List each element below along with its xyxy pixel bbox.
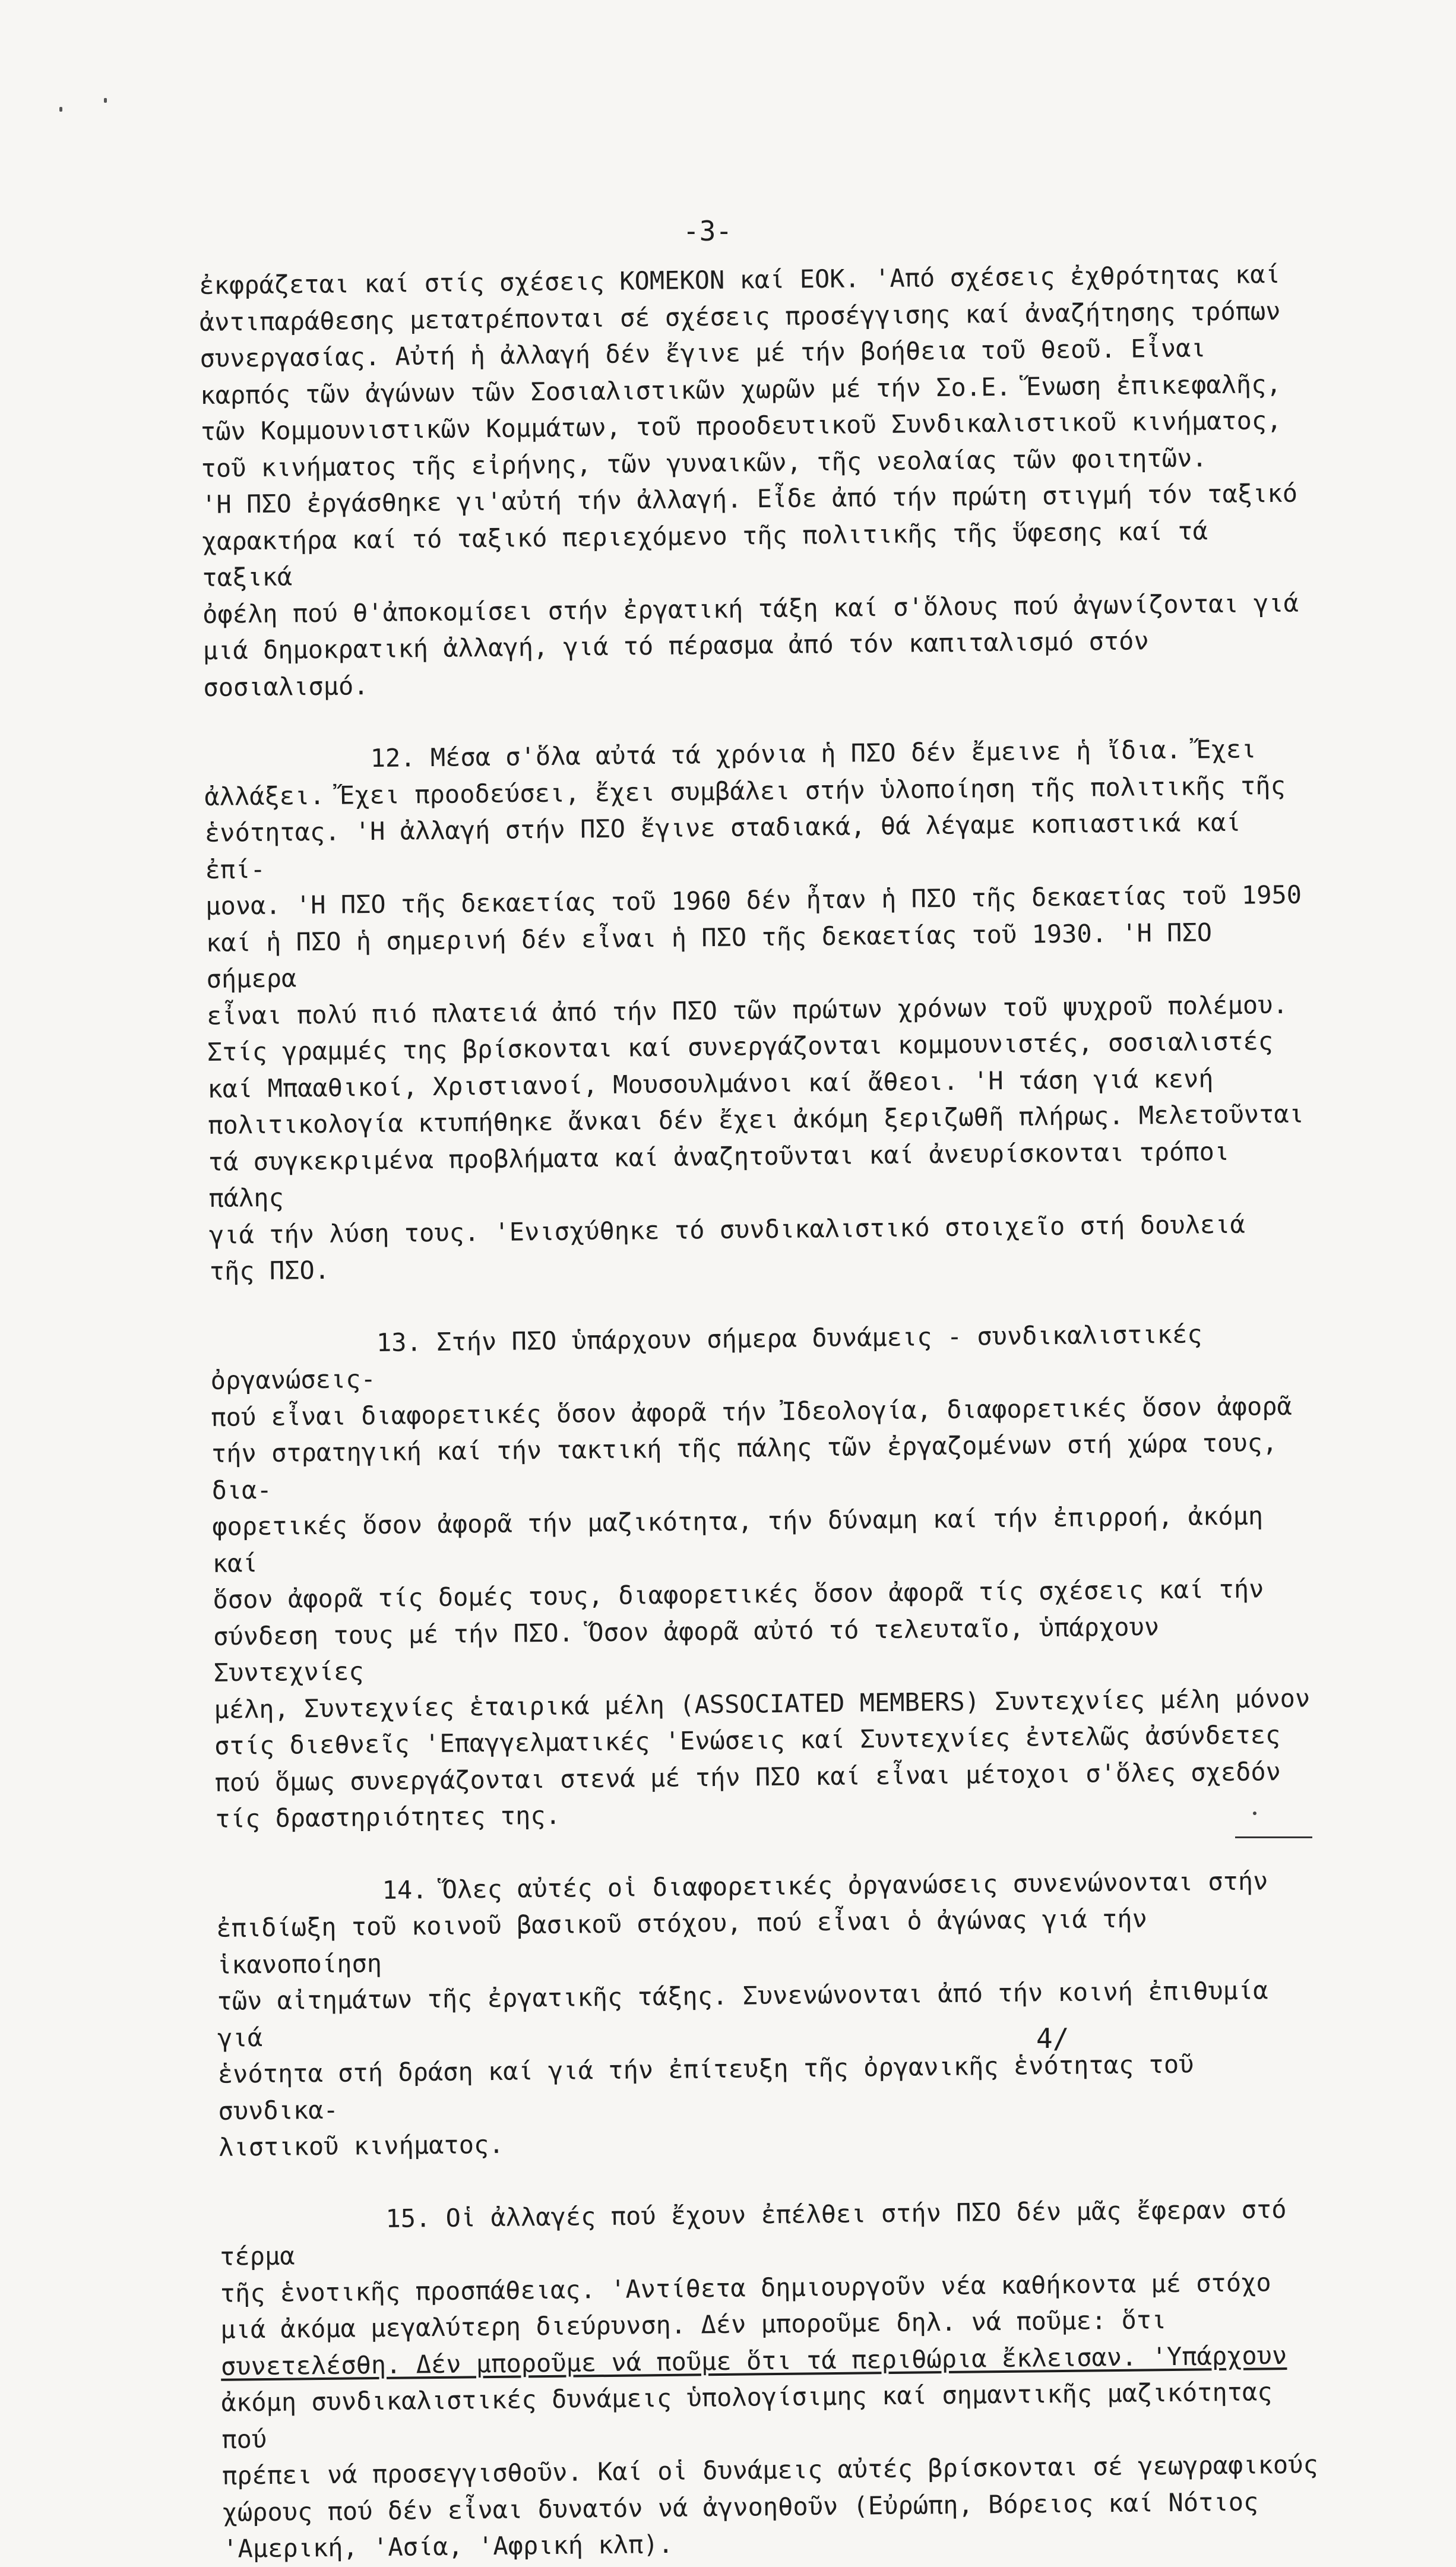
paragraph-12: 12. Μέσα σ'ὅλα αὐτά τά χρόνια ἡ ΠΣΟ δέν ἔμεινε ἡ ἴδια. Ἔχει ἀλλάξει. Ἔχει προοδεύσει, ἔχει συμβάλει στήν ὑλοποίηση τῆς πολιτικῆς τῆς ἑνότητας. 'Η ἀλλαγή στήν ΠΣΟ ἔγινε σταδιακά, θά λέγαμε κοπιαστικά καί ἐπί- μονα. 'Η ΠΣΟ τῆς δεκαετίας τοῦ 1960 δέν ἦταν ἡ ΠΣΟ τῆς δεκαετίας τοῦ 1950 καί ἡ ΠΣΟ ἡ σημερινή δέν εἶναι ἡ ΠΣΟ τῆς δεκαετίας τοῦ 1930. 'Η ΠΣΟ σήμερα εἶναι πολύ πιό πλατειά ἀπό τήν ΠΣΟ τῶν πρώτων χρόνων τοῦ ψυχροῦ πολέμου. Στίς γραμμές της βρίσκονται καί συνεργάζονται κομμουνιστές, σοσιαλιστές καί Μπααθικοί, Χριστιανοί, Μουσουλμάνοι καί ἄθεοι. 'Η τάση γιά κενή πολιτικολογία κτυπήθηκε ἄνκαι δέν ἔχει ἀκόμη ξεριζωθῆ πλήρως. Μελετοῦνται τά συγκεκριμένα προβλήματα καί ἀναζητοῦνται καί ἀνευρίσκονται τρόποι πάλης γιά τήν λύση τους. 'Ενισχύθηκε τό συνδικαλιστικό στοιχεῖο στή δουλειά τῆς ΠΣΟ. — [204, 734, 1305, 1286]
margin-dot — [1253, 1812, 1256, 1815]
margin-dash — [1235, 1836, 1312, 1838]
scan-speck — [104, 98, 107, 103]
paragraph-15: 15. Οἱ ἀλλαγές πού ἔχουν ἐπέλθει στήν ΠΣΟ δέν μᾶς ἔφεραν στό τέρμα τῆς ἑνοτικῆς προσπάθειας. 'Αντίθετα δημιουργοῦν νέα καθήκοντα μέ στόχο μιά ἀκόμα μεγαλύτερη διεύρυνση. Δέν μποροῦμε δηλ. νά ποῦμε: ὅτι συνετελέσθη. Δέν μποροῦμε νά ποῦμε ὅτι τά περιθώρια ἔκλεισαν. 'Υπάρχουν ἀκόμη συνδικαλιστικές δυνάμεις ὑπολογίσιμης καί σημαντικῆς μαζικότητας πού πρέπει νά προσεγγισθοῦν. Καί οἱ δυνάμεις αὐτές βρίσκονται σέ γεωγραφικούς χώρους πού δέν εἶναι δυνατόν νά ἀγνοηθοῦν (Εὐρώπη, Βόρειος καί Νότιος 'Αμερική, 'Ασία, 'Αφρική κλπ). — [219, 2194, 1318, 2563]
paragraph-13: 13. Στήν ΠΣΟ ὑπάρχουν σήμερα δυνάμεις - συνδικαλιστικές ὀργανώσεις- πού εἶναι διαφορετικές ὅσον ἀφορᾶ τήν Ἰδεολογία, διαφορετικές ὅσον ἀφορᾶ τήν στρατηγική καί τήν τακτική τῆς πάλης τῶν ἐργαζομένων στή χώρα τους, δια- φορετικές ὅσον ἀφορᾶ τήν μαζικότητα, τήν δύναμη καί τήν ἐπιρροή, ἀκόμη καί ὅσον ἀφορᾶ τίς δομές τους, διαφορετικές ὅσον ἀφορᾶ τίς σχέσεις καί τήν σύνδεση τους μέ τήν ΠΣΟ. Ὅσον ἀφορᾶ αὐτό τό τελευταῖο, ὑπάρχουν Συντεχνίες μέλη, Συντεχνίες ἑταιρικά μέλη (ASSOCIATED MEMBERS) Συντεχνίες μέλη μόνον στίς διεθνεῖς 'Επαγγελματικές 'Ενώσεις καί Συντεχνίες ἐντελῶς ἀσύνδετες πού ὅμως συνεργάζονται στενά μέ τήν ΠΣΟ καί εἶναι μέτοχοι σ'ὅλες σχεδόν τίς δραστηριότητες της. — [210, 1319, 1311, 1833]
page-number: -3- — [683, 215, 733, 247]
continuation-mark: 4/ — [1036, 2022, 1069, 2054]
scan-speck — [59, 107, 62, 112]
paragraph-14: 14. Ὅλες αὐτές οἱ διαφορετικές ὀργανώσεις συνενώνονται στήν ἐπιδίωξη τοῦ κοινοῦ βασικοῦ στόχου, πού εἶναι ὁ ἀγώνας γιά τήν ἱκανοποίηση τῶν αἰτημάτων τῆς ἐργατικῆς τάξης. Συνενώνονται ἀπό τήν κοινή ἐπιθυμία γιά ἑνότητα στή δράση καί γιά τήν ἐπίτευξη τῆς ὀργανικῆς ἑνότητας τοῦ συνδικα- λιστικοῦ κινήματος. — [216, 1866, 1268, 2162]
underlined-line: συνετελέσθη. Δέν μποροῦμε νά ποῦμε ὅτι τά περιθώρια ἔκλεισαν. 'Υπάρχουν — [220, 2340, 1287, 2381]
document-body — [199, 255, 1333, 2567]
paragraph-continuation: ἐκφράζεται καί στίς σχέσεις ΚΟΜΕΚΟΝ καί ΕΟΚ. 'Από σχέσεις ἐχθρότητας καί ἀντιπαράθεσης μετατρέπονται σέ σχέσεις προσέγγισης καί ἀναζήτησης τρόπων συνεργασίας. Αὐτή ἡ ἀλλαγή δέν ἔγινε μέ τήν βοήθεια τοῦ θεοῦ. Εἶναι καρπός τῶν ἀγώνων τῶν Σοσιαλιστικῶν χωρῶν μέ τήν Σο.Ε. Ἕνωση ἐπικεφαλῆς, τῶν Κομμουνιστικῶν Κομμάτων, τοῦ προοδευτικοῦ Συνδικαλιστικοῦ κινήματος, τοῦ κινήματος τῆς εἰρήνης, τῶν γυναικῶν, τῆς νεολαίας τῶν φοιτητῶν. 'Η ΠΣΟ ἐργάσθηκε γι'αὐτή τήν ἀλλαγή. Εἶδε ἀπό τήν πρώτη στιγμή τόν ταξικό χαρακτήρα καί τό ταξικό περιεχόμενο τῆς πολιτικῆς τῆς ὕφεσης καί τά ταξικά ὀφέλη πού θ'ἀποκομίσει στήν ἐργατική τάξη καί σ'ὅλους πού ἀγωνίζονται γιά μιά δημοκρατική ἀλλαγή, γιά τό πέρασμα ἀπό τόν καπιταλισμό στόν σοσιαλισμό. — [199, 259, 1299, 702]
